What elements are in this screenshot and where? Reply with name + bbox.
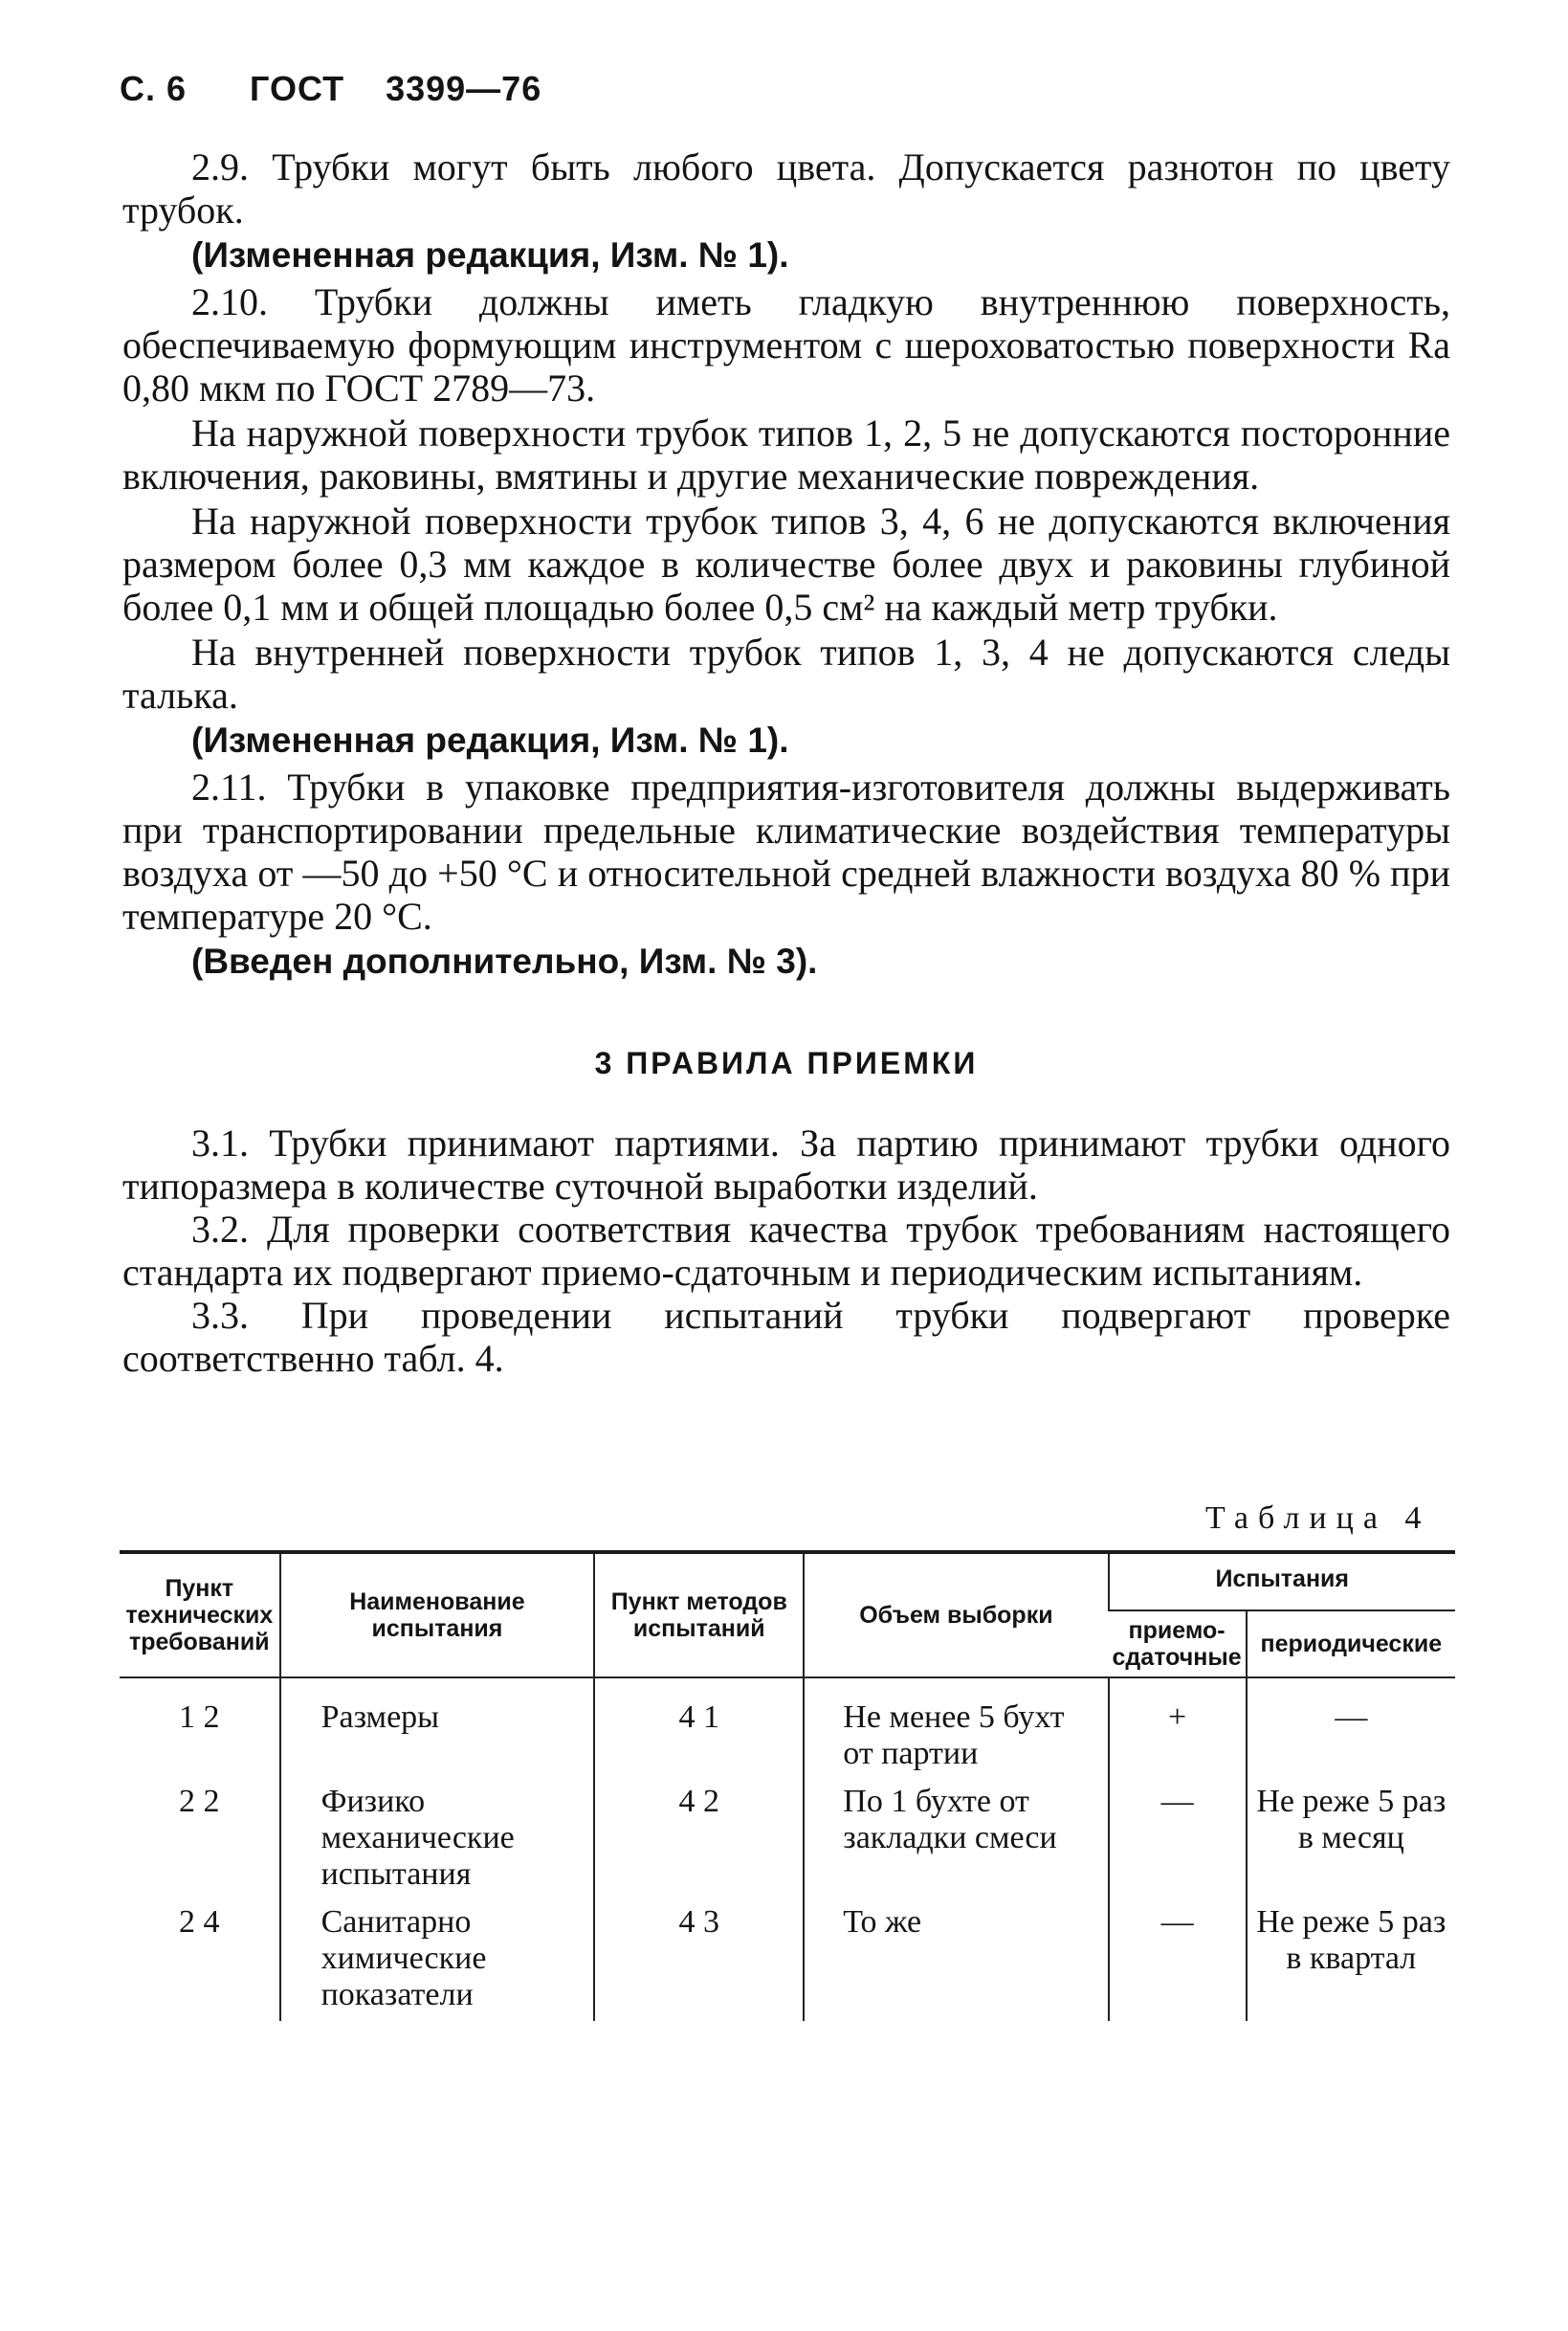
cell-periodic: — — [1247, 1677, 1455, 1780]
cell-method: 4 2 — [594, 1780, 804, 1900]
header-clause: Пункт технических требований — [120, 1552, 280, 1677]
document-body — [122, 145, 1450, 1380]
header-acceptance: приемо-сдаточные — [1109, 1610, 1247, 1677]
standard-label: ГОСТ — [250, 69, 345, 108]
paragraph-2-10-inner-surface: На внутренней поверхности трубок типов 1, 3, 4 не допускаются следы талька. — [122, 631, 1450, 717]
cell-test-name: Физико механические испытания — [280, 1780, 595, 1900]
cell-clause: 2 4 — [179, 1904, 220, 1940]
cell-clause: 1 2 — [179, 1699, 220, 1735]
cell-sample: Не менее 5 бухт от партии — [804, 1677, 1108, 1780]
header-method-clause: Пункт методов испытаний — [594, 1552, 804, 1677]
paragraph-2-10-outer-surface: На наружной поверхности трубок типов 1, 2, 5 не допускаются посторонние включения, раковины, вмятины и другие механические повреждения. — [122, 411, 1450, 498]
cell-acceptance: — — [1109, 1900, 1247, 2021]
page-header — [120, 69, 541, 109]
amendment-note: (Введен дополнительно, Изм. № 3). — [191, 942, 818, 981]
cell-method: 4 1 — [594, 1677, 804, 1780]
table-row — [120, 1780, 1455, 1900]
header-sample-size: Объем выборки — [804, 1552, 1108, 1677]
header-periodic: периодические — [1247, 1610, 1455, 1677]
paragraph-3-1: 3.1. Трубки принимают партиями. За партию принимают трубки одного типоразмера в количестве суточной выработки изделий. — [122, 1121, 1450, 1208]
amendment-note: (Измененная редакция, Изм. № 1). — [191, 721, 789, 760]
cell-sample: По 1 бухте от закладки смеси — [804, 1780, 1108, 1900]
table-row — [120, 1677, 1455, 1780]
header-test-name: Наименование испытания — [280, 1552, 595, 1677]
page-number: С. 6 — [120, 69, 188, 108]
cell-method: 4 3 — [594, 1900, 804, 2021]
cell-periodic: Не реже 5 раз в квартал — [1247, 1900, 1455, 2021]
cell-acceptance: — — [1109, 1780, 1247, 1900]
section-title: 3 ПРАВИЛА ПРИЕМКИ — [594, 1046, 979, 1080]
paragraph-2-10-inclusions: На наружной поверхности трубок типов 3, 4, 6 не допускаются включения размером более 0,3 мм каждое в количестве более двух и раковины глубиной более 0,1 мм и общей площадью более 0,5 см² на каждый метр трубки. — [122, 500, 1450, 629]
table-caption: Таблица 4 — [1205, 1500, 1431, 1536]
cell-test-name: Санитарно химические показатели — [280, 1900, 595, 2021]
cell-periodic: Не реже 5 раз в месяц — [1247, 1780, 1455, 1900]
paragraph-3-3: 3.3. При проведении испытаний трубки подвергают проверке соответственно табл. 4. — [122, 1294, 1450, 1380]
cell-acceptance: + — [1109, 1677, 1247, 1780]
paragraph-2-10: 2.10. Трубки должны иметь гладкую внутреннюю поверхность, обеспечиваемую формующим инструментом с шероховатостью поверхности Ra 0,80 мкм по ГОСТ 2789—73. — [122, 280, 1450, 410]
paragraph-3-2: 3.2. Для проверки соответствия качества трубок требованиям настоящего стандарта их подвергают приемо-сдаточным и периодическим испытаниям. — [122, 1208, 1450, 1294]
table-row — [120, 1900, 1455, 2021]
amendment-note: (Измененная редакция, Изм. № 1). — [191, 235, 789, 275]
header-tests-group: Испытания — [1109, 1552, 1455, 1610]
paragraph-2-11: 2.11. Трубки в упаковке предприятия-изготовителя должны выдерживать при транспортировании предельные климатические воздействия температуры воздуха от —50 до +50 °С и относительной средней влажности воздуха 80 % при температуре 20 °С. — [122, 766, 1450, 938]
paragraph-2-9: 2.9. Трубки могут быть любого цвета. Допускается разнотон по цвету трубок. — [122, 145, 1450, 232]
standard-number: 3399—76 — [386, 69, 542, 108]
cell-test-name: Размеры — [280, 1677, 595, 1780]
cell-sample: То же — [804, 1900, 1108, 2021]
cell-clause: 2 2 — [179, 1784, 220, 1819]
tests-table — [120, 1550, 1455, 2021]
